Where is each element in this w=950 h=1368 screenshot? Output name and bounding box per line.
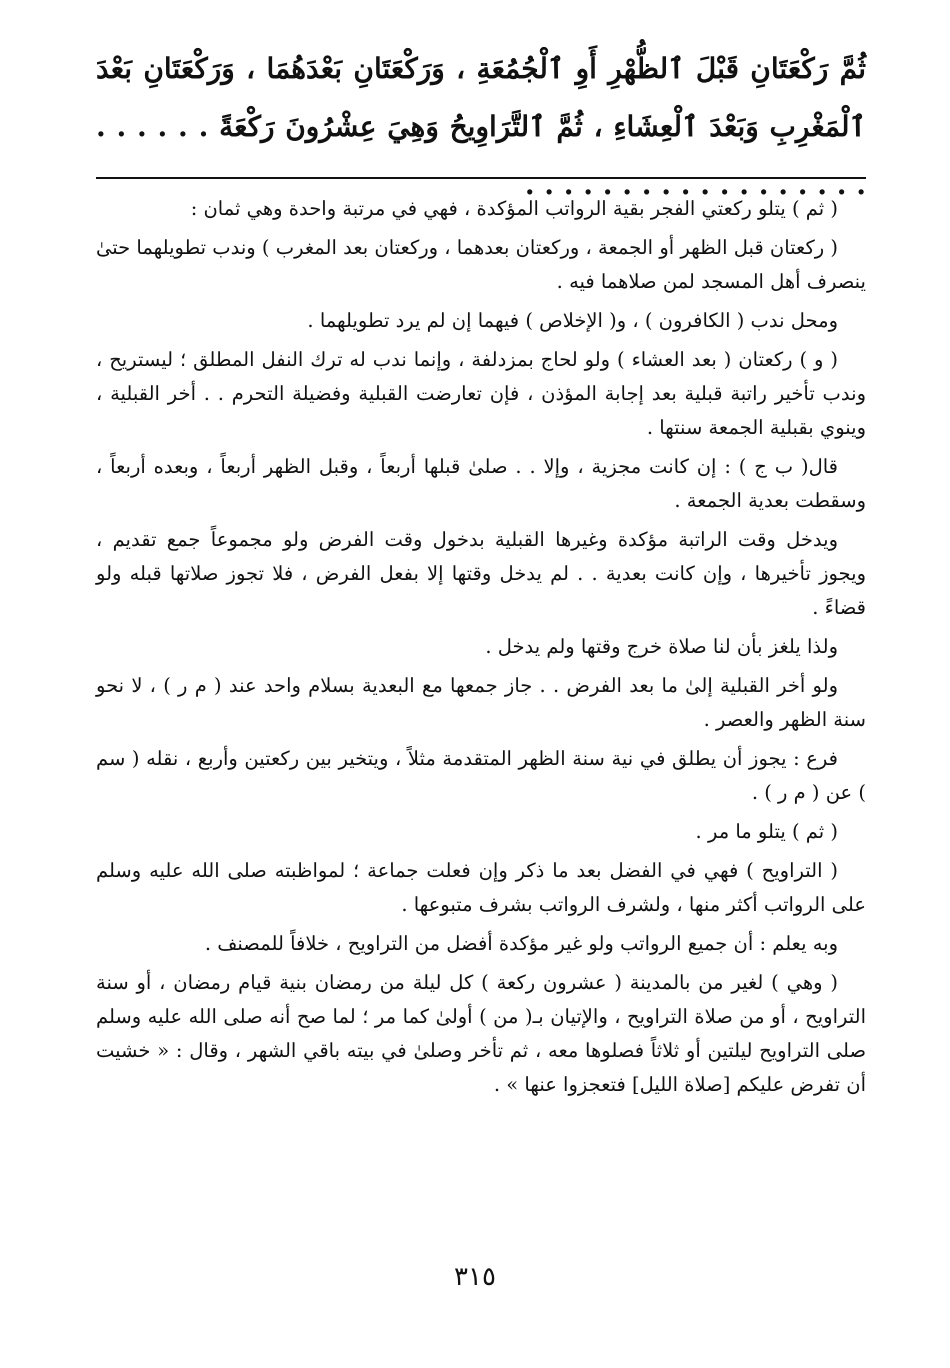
commentary-paragraph: ( وهي ) لغير من بالمدينة ( عشرون ركعة ) كل ليلة من رمضان بنية قيام رمضان ، أو سنة التراويح ، أو من صلاة التراويح ، والإتيان بـ( من ) أولىٰ كما مر ؛ لما صح أنه صلى الله عليه وسلم صلى التراويح ليلتين أو ثلاثاً فصلوها معه ، ثم تأخر وصلىٰ في بيته باقي الشهر ، وقال : « خشيت أن تفرض عليكم [صلاة الليل] فتعجزوا عنها » . xyxy=(96,971,866,1096)
commentary-paragraph: ومحل ندب ( الكافرون ) ، و( الإخلاص ) فيهما إن لم يرد تطويلهما . xyxy=(307,309,838,332)
matn-text: ثُمَّ رَكْعَتَانِ قَبْلَ ٱلظُّهْرِ أَوِ ٱلْجُمُعَةِ ، وَرَكْعَتَانِ بَعْدَهُمَا ، وَرَكْعَتَانِ بَعْدَ ٱلْمَغْرِبِ وَبَعْدَ ٱلْعِشَاءِ ، ثُمَّ ٱلتَّرَاوِيحُ وَهِيَ عِشْرُونَ رَكْعَةً . . . . . . . . . . . . . . . . . . . . . . . . xyxy=(96,52,866,201)
commentary xyxy=(96,192,866,1107)
commentary-paragraph: ولذا يلغز بأن لنا صلاة خرج وقتها ولم يدخل . xyxy=(485,635,838,658)
separator-rule xyxy=(96,177,866,179)
commentary-paragraph: ( ثم ) يتلو ما مر . xyxy=(695,820,838,843)
commentary-paragraph: ( ركعتان قبل الظهر أو الجمعة ، وركعتان بعدهما ، وركعتان بعد المغرب ) وندب تطويلهما حتىٰ ينصرف أهل المسجد لمن صلاهما فيه . xyxy=(96,236,866,293)
commentary-paragraph: ( ثم ) يتلو ركعتي الفجر بقية الرواتب المؤكدة ، فهي في مرتبة واحدة وهي ثمان : xyxy=(190,197,838,220)
commentary-paragraph: فرع : يجوز أن يطلق في نية سنة الظهر المتقدمة مثلاً ، ويتخير بين ركعتين وأربع ، نقله ( سم ) عن ( م ر ) . xyxy=(96,747,866,804)
commentary-paragraph: ( التراويح ) فهي في الفضل بعد ما ذكر وإن فعلت جماعة ؛ لمواظبته صلى الله عليه وسلم على الرواتب أكثر منها ، ولشرف الرواتب بشرف متبوعها . xyxy=(96,859,866,916)
commentary-paragraph: ( و ) ركعتان ( بعد العشاء ) ولو لحاج بمزدلفة ، وإنما ندب له ترك النفل المطلق ؛ ليستريح ، وندب تأخير راتبة قبلية بعد إجابة المؤذن ، فإن تعارضت القبلية وفضيلة التحرم . . أخر القبلية ، وينوي بقبلية الجمعة سنتها . xyxy=(96,348,866,439)
commentary-paragraph: وبه يعلم : أن جميع الرواتب ولو غير مؤكدة أفضل من التراويح ، خلافاً للمصنف . xyxy=(204,932,838,955)
commentary-paragraph: قال( ب ج ) : إن كانت مجزية ، وإلا . . صلىٰ قبلها أربعاً ، وقبل الظهر أربعاً ، وبعده أربعاً ، وسقطت بعدية الجمعة . xyxy=(96,455,866,512)
commentary-paragraph: ولو أخر القبلية إلىٰ ما بعد الفرض . . جاز جمعها مع البعدية بسلام واحد عند ( م ر ) ، لا نحو سنة الظهر والعصر . xyxy=(96,674,866,731)
page-number: ٣١٥ xyxy=(454,1262,496,1292)
commentary-paragraph: ويدخل وقت الراتبة مؤكدة وغيرها القبلية بدخول وقت الفرض ولو مجموعاً جمع تقديم ، ويجوز تأخيرها ، وإن كانت بعدية . . لم يدخل وقتها إلا بفعل الفرض ، فلا تجوز صلاتها قبله ولو قضاءً . xyxy=(96,528,866,619)
